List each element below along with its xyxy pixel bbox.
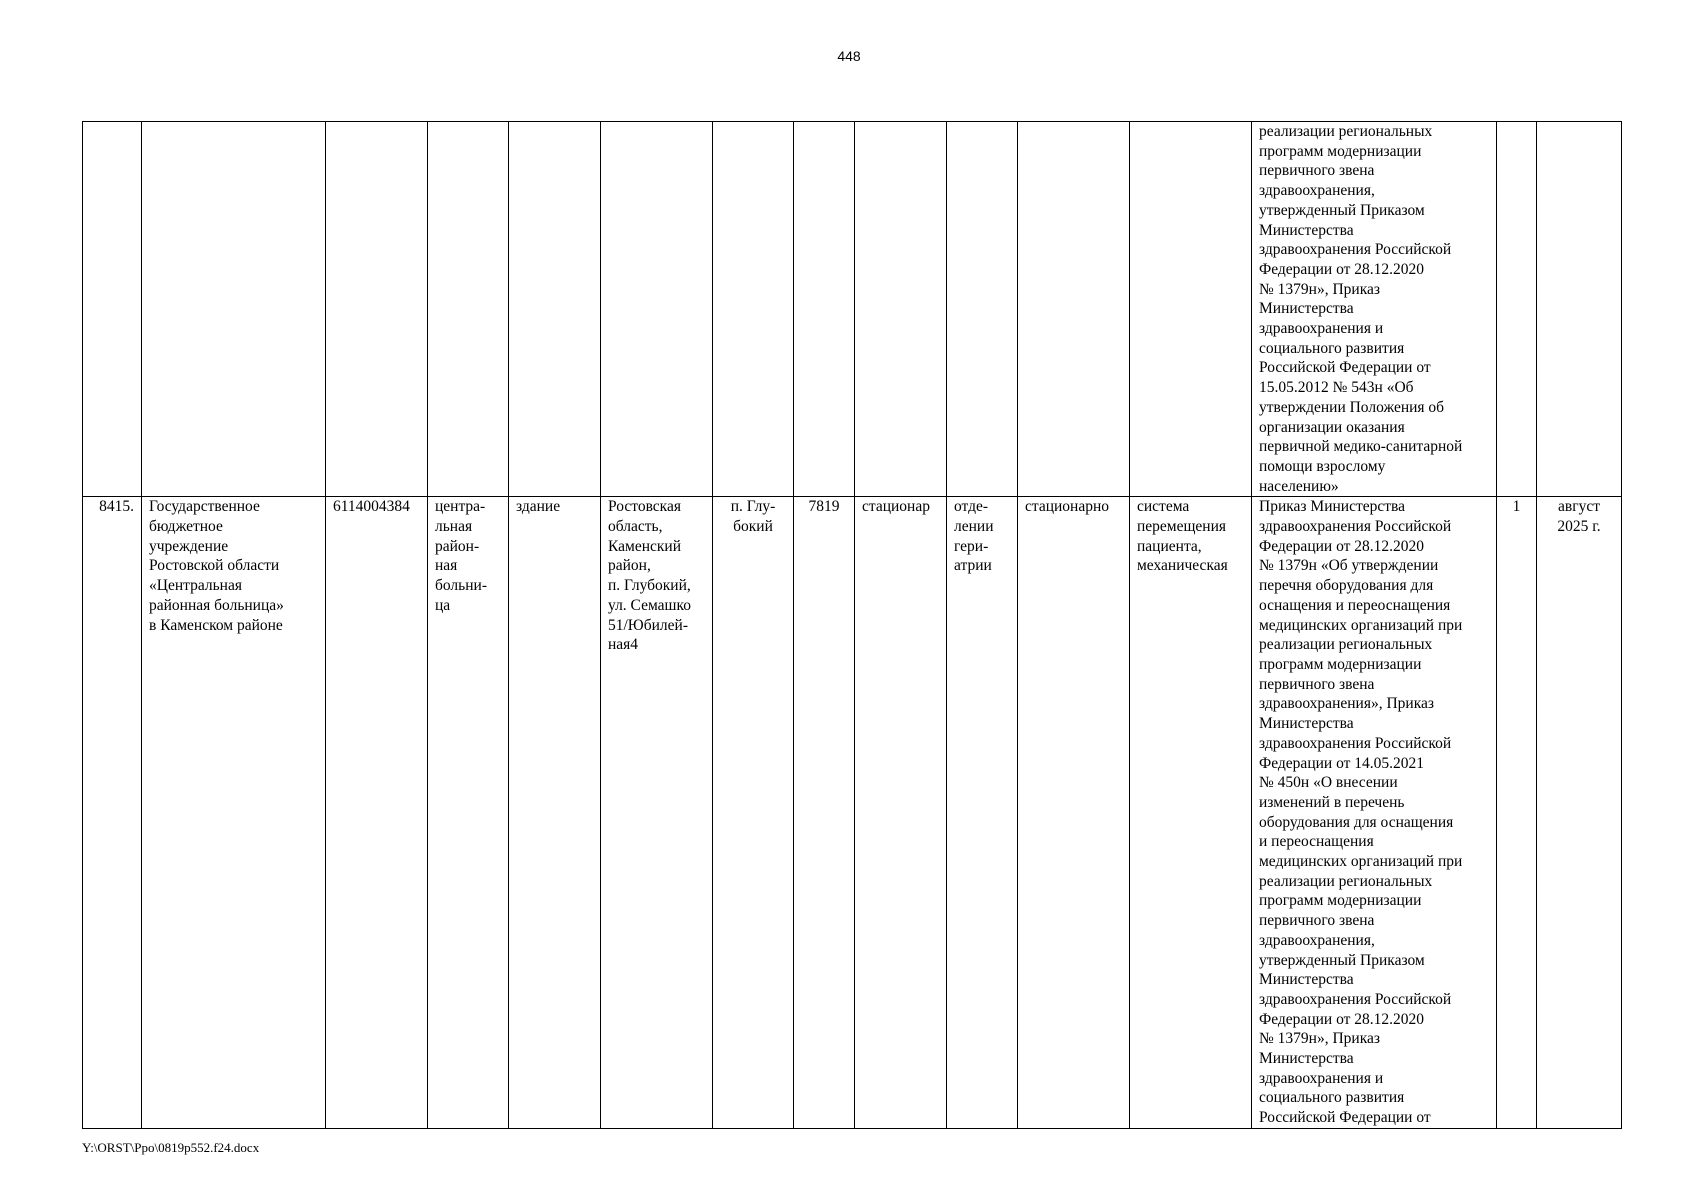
cell-organization bbox=[142, 122, 326, 497]
cell-org-type bbox=[428, 122, 509, 497]
cell-code: 7819 bbox=[794, 497, 855, 1129]
equipment-table bbox=[82, 121, 1622, 1129]
cell-inn: 6114004384 bbox=[326, 497, 428, 1129]
cell-number bbox=[83, 122, 142, 497]
cell-settlement: п. Глу- бокий bbox=[713, 497, 794, 1129]
cell-object-type: здание bbox=[509, 497, 601, 1129]
page-number: 448 bbox=[837, 48, 861, 64]
cell-address bbox=[601, 122, 713, 497]
footer-file-path: Y:\ORST\Ppo\0819p552.f24.docx bbox=[82, 1140, 260, 1155]
table-row bbox=[83, 497, 1622, 1129]
cell-settlement bbox=[713, 122, 794, 497]
cell-care-form bbox=[1018, 122, 1130, 497]
cell-care-type bbox=[855, 122, 947, 497]
cell-deadline bbox=[1537, 122, 1622, 497]
cell-department bbox=[947, 122, 1018, 497]
cell-quantity bbox=[1497, 122, 1537, 497]
cell-organization: Государственное бюджетное учреждение Ростовской области «Центральная районная больница» в Каменском районе bbox=[142, 497, 326, 1129]
cell-legal-basis: Приказ Министерства здравоохранения Российской Федерации от 28.12.2020 № 1379н «Об утверждении перечня оборудования для оснащения и переоснащения медицинских организаций при реализации региональных программ модернизации первичного звена здравоохранения», Приказ Министерства здравоохранения Российской Федерации от 14.05.2021 № 450н «О внесении изменений в перечень оборудования для оснащения и переоснащения медицинских организаций при реализации региональных программ модернизации первичного звена здравоохранения, утвержденный Приказом Министерства здравоохранения Российской Федерации от 28.12.2020 № 1379н», Приказ Министерства здравоохранения и социального развития Российской Федерации от bbox=[1252, 497, 1497, 1129]
cell-care-form: стационарно bbox=[1018, 497, 1130, 1129]
cell-equipment: система перемещения пациента, механическая bbox=[1130, 497, 1252, 1129]
cell-number: 8415. bbox=[83, 497, 142, 1129]
cell-code bbox=[794, 122, 855, 497]
table-row-continued bbox=[83, 122, 1622, 497]
cell-department: отде- лении гери- атрии bbox=[947, 497, 1018, 1129]
cell-legal-basis: реализации региональных программ модернизации первичного звена здравоохранения, утвержденный Приказом Министерства здравоохранения Российской Федерации от 28.12.2020 № 1379н», Приказ Министерства здравоохранения и социального развития Российской Федерации от 15.05.2012 № 543н «Об утверждении Положения об организации оказания первичной медико-санитарной помощи взрослому населению» bbox=[1252, 122, 1497, 497]
cell-quantity: 1 bbox=[1497, 497, 1537, 1129]
cell-inn bbox=[326, 122, 428, 497]
cell-object-type bbox=[509, 122, 601, 497]
cell-org-type: центра- льная район- ная больни- ца bbox=[428, 497, 509, 1129]
cell-deadline: август 2025 г. bbox=[1537, 497, 1622, 1129]
cell-address: Ростовская область, Каменский район, п. Глубокий, ул. Семашко 51/Юбилей- ная4 bbox=[601, 497, 713, 1129]
cell-equipment bbox=[1130, 122, 1252, 497]
cell-care-type: стационар bbox=[855, 497, 947, 1129]
